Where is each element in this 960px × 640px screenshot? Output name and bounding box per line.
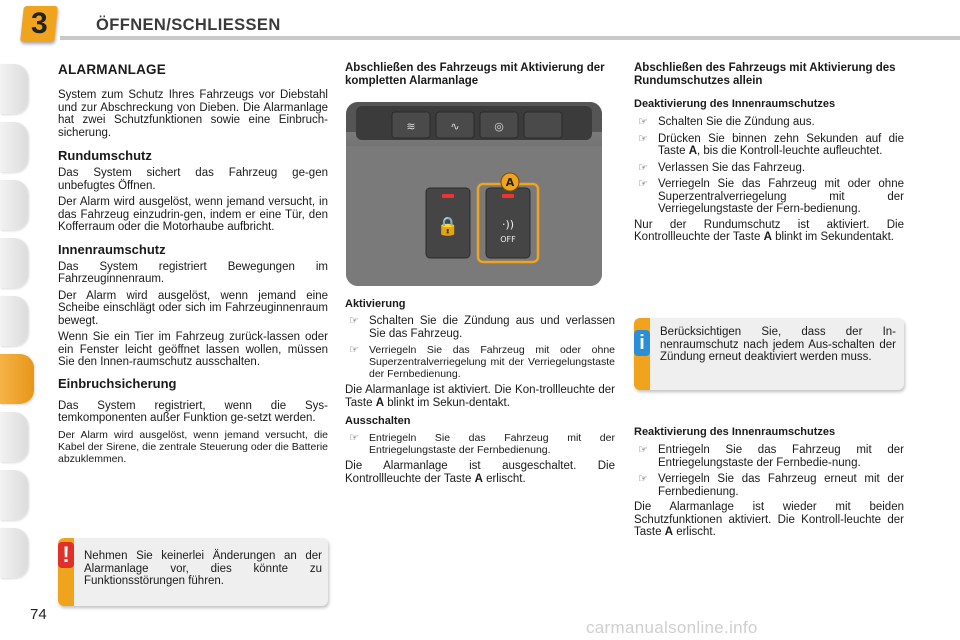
text: erlischt. bbox=[482, 472, 526, 485]
column-rundumschutz-allein bbox=[634, 62, 904, 244]
aktivierung-list bbox=[345, 315, 615, 380]
list-item-text: Verlassen Sie das Fahrzeug. bbox=[658, 161, 806, 174]
hand-pointer-icon: ☞ bbox=[638, 444, 648, 456]
off-label: OFF bbox=[500, 235, 516, 244]
side-tab bbox=[0, 470, 28, 520]
list-item bbox=[634, 133, 904, 158]
key-label: A bbox=[763, 231, 772, 243]
alarm-switch-photo bbox=[346, 102, 602, 286]
text: blinkt im Sekun-dentakt. bbox=[384, 396, 510, 409]
list-item bbox=[634, 444, 904, 469]
column-komplette-alarmanlage-text bbox=[345, 298, 615, 485]
subheading-einbruchsicherung: Einbruchsicherung bbox=[58, 375, 177, 391]
ausschalten-list bbox=[345, 432, 615, 456]
side-tab bbox=[0, 528, 28, 578]
callout-label-a: A bbox=[505, 176, 515, 189]
subheading-ausschalten: Ausschalten bbox=[345, 415, 411, 427]
list-item bbox=[634, 473, 904, 498]
column-komplette-alarmanlage bbox=[345, 62, 615, 88]
svg-text:≋: ≋ bbox=[406, 120, 416, 133]
warning-icon-glyph: ! bbox=[62, 542, 70, 567]
side-tab bbox=[0, 122, 28, 172]
list-item bbox=[345, 432, 615, 456]
hand-pointer-icon: ☞ bbox=[638, 132, 648, 145]
key-label: A bbox=[474, 472, 483, 485]
chapter-number: 3 bbox=[30, 7, 48, 40]
paragraph: Das System sichert das Fahrzeug ge-gen unbefugtes Öffnen. bbox=[58, 167, 328, 192]
text: Die Alarmanlage ist ausgeschaltet. Die Kontrollleuchte der Taste bbox=[345, 460, 615, 485]
chapter-title: ÖFFNEN/SCHLIESSEN bbox=[96, 16, 281, 34]
side-tab bbox=[0, 412, 28, 462]
hand-pointer-icon: ☞ bbox=[638, 473, 648, 485]
paragraph: Wenn Sie ein Tier im Fahrzeug zurück-lassen oder ein Fenster leicht geöffnet lassen wollen, müssen Sie den Innen-raumschutz ausschalten. bbox=[58, 331, 328, 368]
side-tab bbox=[0, 180, 28, 230]
side-tab-active bbox=[0, 354, 34, 404]
svg-text:·)): ·)) bbox=[501, 218, 515, 231]
info-icon-glyph: i bbox=[639, 331, 645, 354]
subheading-rundumschutz: Rundumschutz bbox=[58, 148, 152, 163]
info-text: Berücksichtigen Sie, dass der In-nenraumschutz nach jedem Aus-schalten der Zündung erneut deaktiviert werden muss. bbox=[660, 326, 896, 363]
svg-text:◎: ◎ bbox=[494, 120, 504, 133]
list-item bbox=[345, 344, 615, 380]
list-item bbox=[634, 178, 904, 216]
subheading-innenraumschutz: Innenraumschutz bbox=[58, 241, 166, 257]
paragraph: Der Alarm wird ausgelöst, wenn jemand versucht, in das Fahrzeug einzudrin-gen, indem er eine Tür, den Kofferraum oder die Motorhaube aufbricht. bbox=[58, 196, 328, 233]
page-number: 74 bbox=[30, 606, 47, 623]
paragraph bbox=[345, 460, 615, 485]
info-note bbox=[634, 318, 904, 390]
list-item-text: Entriegeln Sie das Fahrzeug mit der Entriegelungstaste der Fernbedie-nung. bbox=[658, 444, 904, 469]
section-heading: Abschließen des Fahrzeugs mit Aktivierung der kompletten Alarmanlage bbox=[345, 62, 605, 87]
text: Die Alarmanlage ist aktiviert. Die Kon-trollleuchte der Taste bbox=[345, 384, 615, 409]
list-item bbox=[634, 162, 904, 175]
key-label: A bbox=[664, 526, 673, 538]
watermark: carmanualsonline.info bbox=[586, 618, 758, 637]
paragraph: Das System registriert Bewegungen im Fahrzeuginnenraum. bbox=[58, 260, 328, 285]
list-item-text: Verriegeln Sie das Fahrzeug erneut mit der Fernbedienung. bbox=[658, 473, 904, 498]
hand-pointer-icon: ☞ bbox=[638, 178, 648, 190]
section-heading: ALARMANLAGE bbox=[58, 62, 166, 77]
side-tab bbox=[0, 238, 28, 288]
list-item-text: Entriegeln Sie das Fahrzeug mit der Entriegelungstaste der Fernbedienung. bbox=[369, 432, 615, 456]
subheading-aktivierung: Aktivierung bbox=[345, 298, 406, 310]
side-tab bbox=[0, 64, 28, 114]
reaktivierung-list bbox=[634, 444, 904, 498]
section-heading: Abschließen des Fahrzeugs mit Aktivierung des Rundumschutzes allein bbox=[634, 62, 896, 87]
list-item-text: Schalten Sie die Zündung aus und verlassen Sie das Fahrzeug. bbox=[369, 315, 615, 340]
hand-pointer-icon: ☞ bbox=[349, 432, 359, 444]
paragraph bbox=[634, 219, 904, 244]
hand-pointer-icon: ☞ bbox=[638, 161, 648, 174]
page-header bbox=[0, 0, 960, 44]
list-item-text: Drücken Sie binnen zehn Sekunden auf die Taste bbox=[658, 132, 904, 157]
warning-icon bbox=[58, 542, 74, 568]
warning-text: Nehmen Sie keinerlei Änderungen an der Alarmanlage vor, dies könnte zu Funktionsstörungen führen. bbox=[84, 550, 322, 587]
text: erlischt. bbox=[673, 526, 716, 538]
info-icon bbox=[634, 330, 650, 356]
hand-pointer-icon: ☞ bbox=[349, 315, 359, 327]
paragraph: Das System registriert, wenn die Sys-temkomponenten außer Funktion ge-setzt werden. bbox=[58, 399, 328, 424]
chapter-side-tabs bbox=[0, 64, 40, 586]
column-reaktivierung bbox=[634, 426, 904, 539]
text: blinkt im Sekundentakt. bbox=[771, 231, 894, 243]
chapter-number-badge bbox=[20, 6, 58, 42]
svg-text:∿: ∿ bbox=[450, 120, 460, 133]
subheading-deaktivierung: Deaktivierung des Innenraumschutzes bbox=[634, 98, 836, 110]
paragraph: Der Alarm wird ausgelöst, wenn jemand versucht, die Kabel der Sirene, die zentrale Steuerung oder die Batterie abzuklemmen. bbox=[58, 428, 328, 465]
list-item bbox=[345, 315, 615, 340]
intro-paragraph: System zum Schutz Ihres Fahrzeugs vor Diebstahl und zur Abschreckung von Dieben. Die Alarmanlage hat zwei Schutzfunktionen sowie eine Einbruch-sicherung. bbox=[58, 89, 328, 139]
paragraph bbox=[345, 384, 615, 409]
text: Die Alarmanlage ist wieder mit beiden Schutzfunktionen aktiviert. Die Kontroll-leuchte der Taste bbox=[634, 501, 904, 538]
key-label: A bbox=[688, 145, 697, 157]
switch-panel-illustration bbox=[346, 102, 602, 286]
svg-text:🔒: 🔒 bbox=[436, 216, 460, 237]
list-item bbox=[634, 116, 904, 129]
list-item-text: Schalten Sie die Zündung aus. bbox=[658, 116, 815, 128]
header-rule bbox=[60, 36, 960, 40]
key-label: A bbox=[375, 396, 384, 409]
deaktivierung-list bbox=[634, 116, 904, 216]
subheading-reaktivierung: Reaktivierung des Innenraumschutzes bbox=[634, 426, 836, 438]
hand-pointer-icon: ☞ bbox=[638, 116, 648, 128]
list-item-text: Verriegeln Sie das Fahrzeug mit oder ohne Superzentralverriegelung mit der Verriegelungstaste der Fern-bedienung. bbox=[658, 178, 904, 215]
hand-pointer-icon: ☞ bbox=[349, 344, 359, 356]
list-item-text: Verriegeln Sie das Fahrzeug mit oder ohne Superzentralverriegelung mit der Verriegelungstaste der Fernbedienung. bbox=[369, 344, 615, 380]
warning-note bbox=[58, 538, 328, 606]
text: Nur der Rundumschutz ist aktiviert. Die Kontrollleuchte der Taste bbox=[634, 218, 904, 243]
paragraph: Der Alarm wird ausgelöst, wenn jemand eine Scheibe einschlägt oder sich im Fahrzeuginnenraum bewegt. bbox=[58, 289, 328, 327]
column-alarmanlage bbox=[58, 62, 328, 465]
list-item-text: , bis die Kontroll-leuchte aufleuchtet. bbox=[697, 145, 883, 157]
side-tab bbox=[0, 296, 28, 346]
paragraph bbox=[634, 501, 904, 539]
